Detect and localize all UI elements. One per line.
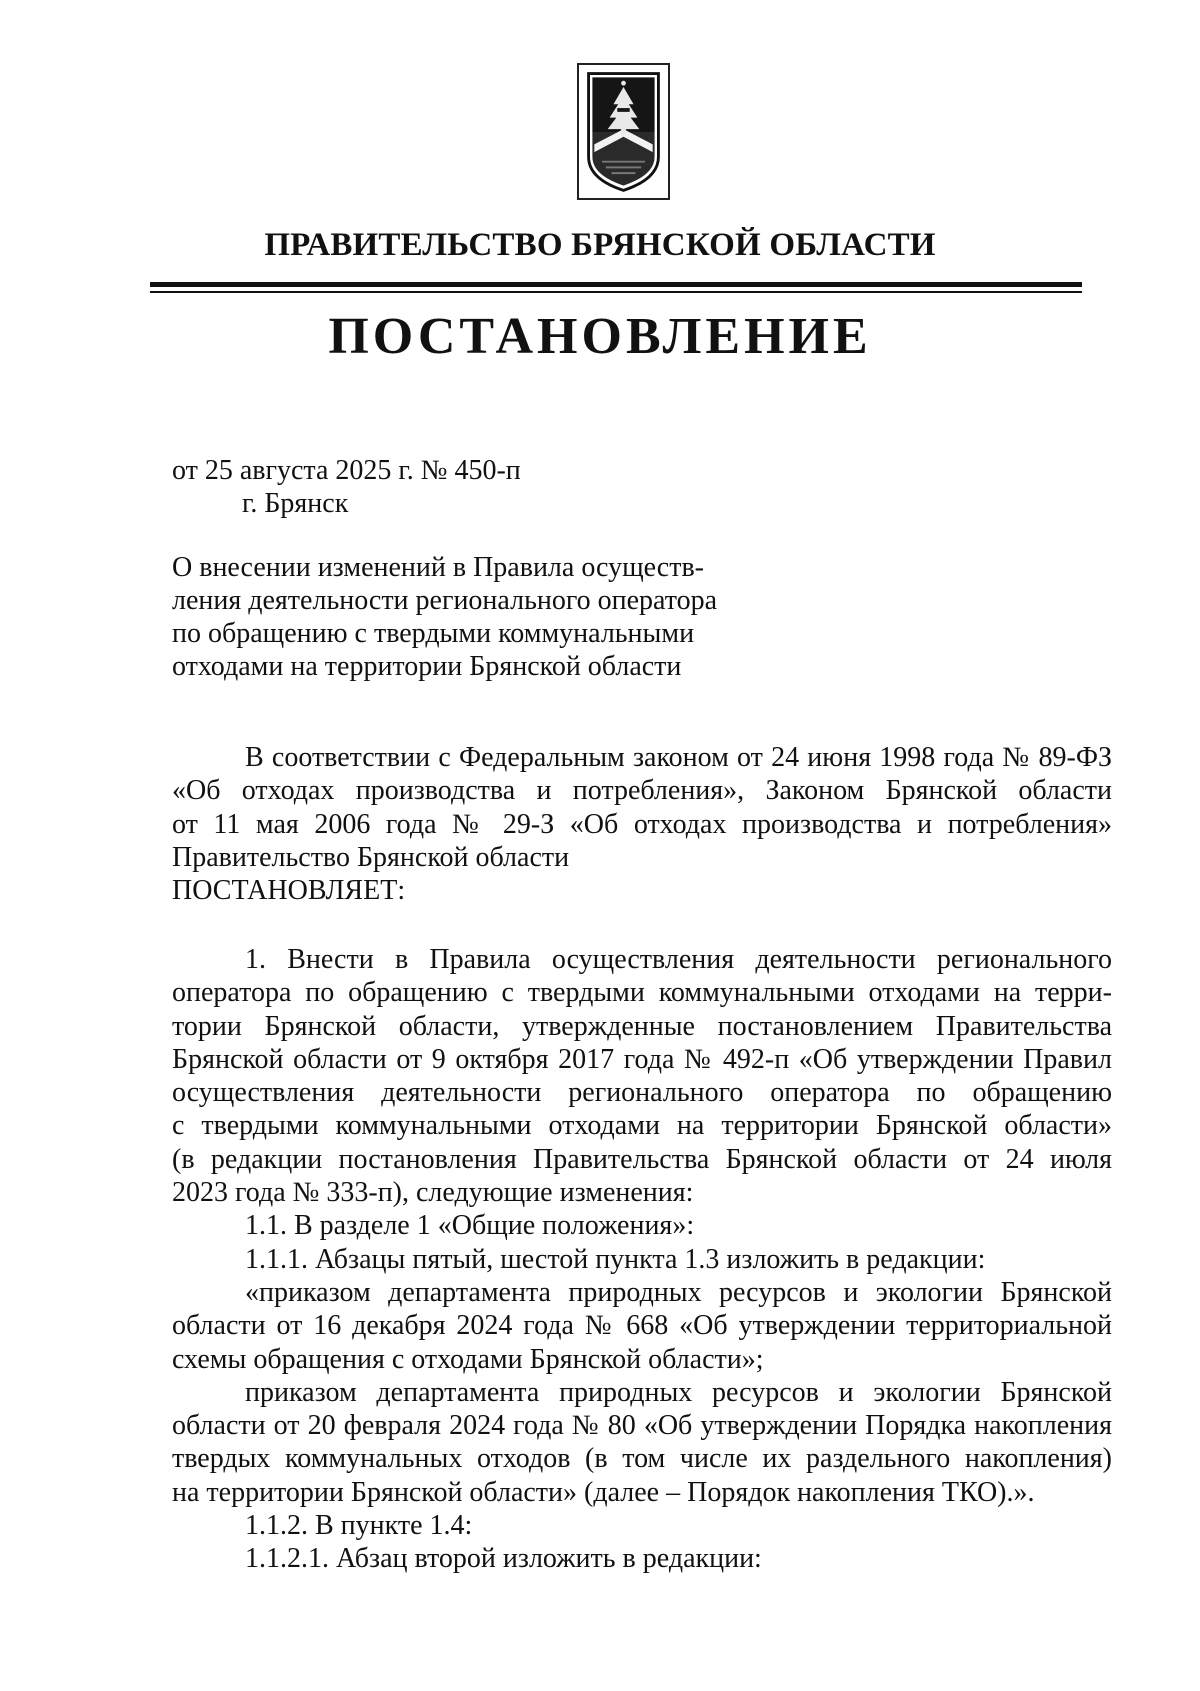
subject-block (172, 551, 717, 683)
subject-line: О внесении изменений в Правила осуществ- (172, 552, 704, 583)
city-line: г. Брянск (242, 488, 349, 519)
preamble-line: В соответствии с Федеральным законом от 24 июня 1998 года № 89-ФЗ (245, 742, 1112, 773)
body-line: схемы обращения с отходами Брянской области»; (172, 1343, 764, 1375)
body-line: на территории Брянской области» (далее – Порядок накопления ТКО).». (172, 1476, 1035, 1508)
preamble-line: Правительство Брянской области (172, 841, 570, 873)
body-line: тории Брянской области, утвержденные постановлением Правительства (172, 1010, 1112, 1042)
subject-line: ления деятельности регионального оператора (172, 585, 718, 616)
body-line: (в редакции постановления Правительства Брянской области от 24 июля (172, 1143, 1112, 1175)
coat-of-arms-icon (579, 65, 668, 198)
body-line: 1.1. В разделе 1 «Общие положения»: (245, 1210, 695, 1242)
header-rule-thick (150, 282, 1082, 287)
government-title: ПРАВИТЕЛЬСТВО БРЯНСКОЙ ОБЛАСТИ (264, 227, 936, 263)
body-text (172, 943, 1112, 1576)
body-line: области от 20 февраля 2024 года № 80 «Об утверждении Порядка накопления (172, 1410, 1112, 1442)
body-line: 2023 года № 333-п), следующие изменения: (172, 1177, 694, 1209)
header-rule-thin (150, 291, 1082, 293)
subject-line: по обращению с твердыми коммунальными (172, 618, 695, 649)
body-line: 1.1.2.1. Абзац второй изложить в редакции: (245, 1543, 762, 1575)
body-line: области от 16 декабря 2024 года № 668 «Об утверждении территориальной (172, 1310, 1112, 1342)
preamble-line: от 11 мая 2006 года № 29-З «Об отходах производства и потребления» (172, 808, 1112, 840)
body-line: твердых коммунальных отходов (в том числе их раздельного накопления) (172, 1443, 1112, 1475)
date-number-line: от 25 августа 2025 г. № 450-п (172, 455, 521, 486)
body-line: 1.1.1. Абзацы пятый, шестой пункта 1.3 изложить в редакции: (245, 1243, 986, 1275)
document-type-title: ПОСТАНОВЛЕНИЕ (328, 308, 872, 365)
body-line: 1.1.2. В пункте 1.4: (245, 1510, 473, 1542)
body-line: оператора по обращению с твердыми коммунальными отходами на терри- (172, 977, 1112, 1009)
body-line: Брянской области от 9 октября 2017 года № 492-п «Об утверждении Правил (172, 1043, 1112, 1075)
body-line: приказом департамента природных ресурсов и экологии Брянской (245, 1376, 1112, 1408)
body-line: осуществления деятельности регионального оператора по обращению (172, 1077, 1112, 1109)
body-line: с твердыми коммунальными отходами на территории Брянской области» (172, 1110, 1112, 1142)
preamble-line: ПОСТАНОВЛЯЕТ: (172, 875, 406, 907)
body-line: 1. Внести в Правила осуществления деятельности регионального (245, 944, 1112, 975)
preamble-paragraph (172, 741, 1112, 907)
subject-line: отходами на территории Брянской области (172, 651, 682, 682)
preamble-line: «Об отходах производства и потребления», Законом Брянской области (172, 775, 1112, 807)
coat-of-arms-emblem (577, 63, 670, 200)
body-line: «приказом департамента природных ресурсов и экологии Брянской (245, 1276, 1112, 1308)
